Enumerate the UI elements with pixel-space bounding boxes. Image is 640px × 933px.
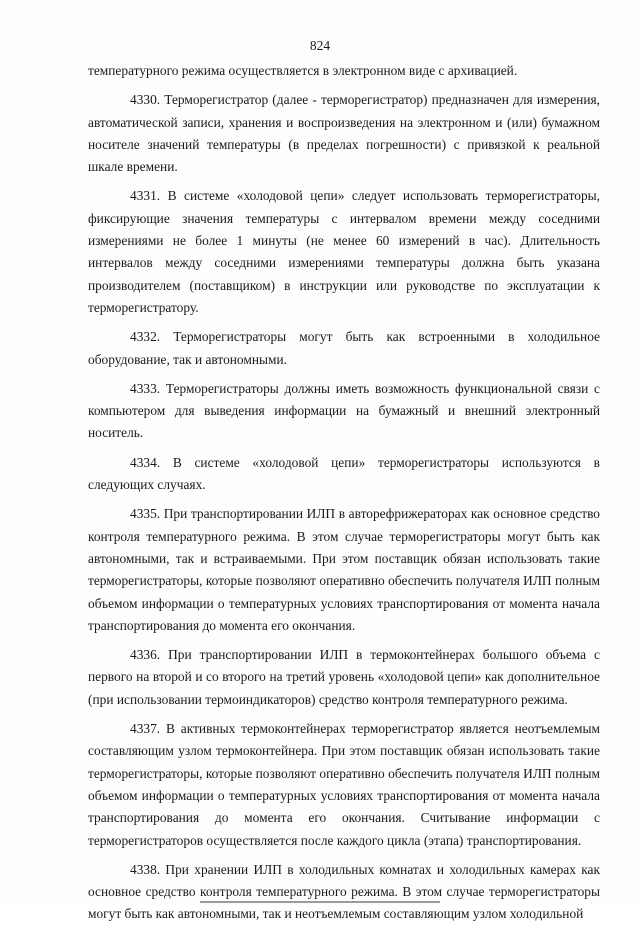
scan-edge-divider: [200, 901, 440, 903]
paragraph-4331: 4331. В системе «холодовой цепи» следует использовать терморегистраторы, фиксирующие значения температуры с интервалом времени между соседними измерениями не более 1 минуты (не менее 60 измерений в час). Длительность интервалов между соседними измерениями температуры должна быть указана производителем (поставщиком) в инструкции или руководстве по эксплуатации к терморегистратору.: [88, 188, 600, 315]
paragraph-4335: 4335. При транспортировании ИЛП в авторефрижераторах как основное средство контроля температурного режима. В этом случае терморегистраторы могут быть как автономными, так и встраиваемыми. При этом поставщик обязан использовать такие терморегистраторы, которые позволяют оперативно обеспечить получателя ИЛП полным объемом информации о температурных условиях транспортирования от момента начала транспортирования до момента его окончания.: [88, 506, 600, 633]
paragraph-4336: 4336. При транспортировании ИЛП в термоконтейнерах большого объема с первого на второй и со второго на третий уровень «холодовой цепи» как дополнительное (при использовании термоиндикаторов) средство контроля температурного режима.: [88, 647, 600, 707]
page-number: 824: [309, 38, 331, 53]
paragraph-4338: 4338. При хранении ИЛП в холодильных комнатах и холодильных камерах как основное средство контроля температурного режима. В этом случае терморегистраторы могут быть как автономными, так и неотъемлемым составляющим узлом холодильной: [88, 861, 600, 922]
paragraph-4330: 4330. Терморегистратор (далее - терморегистратор) предназначен для измерения, автоматической записи, хранения и воспроизведения на электронном и (или) бумажном носителе значений температуры (в пределах погрешности) с привязкой к реальной шкале времени.: [88, 92, 600, 175]
paragraph-4337: 4337. В активных термоконтейнерах терморегистратор является неотъемлемым составляющим узлом термоконтейнера. При этом поставщик обязан использовать такие терморегистраторы, которые позволяют оперативно обеспечить получателя ИЛП полным объемом информации о температурных условиях транспортирования от момента начала транспортирования до момента его окончания. Считывание информации с терморегистраторов осуществляется после каждого цикла (этапа) транспортирования.: [88, 721, 600, 848]
paragraph-4332: 4332. Терморегистраторы могут быть как встроенными в холодильное оборудование, так и автономными.: [88, 329, 600, 367]
paragraph-4333: 4333. Терморегистраторы должны иметь возможность функциональной связи с компьютером для выведения информации на бумажный и внешний электронный носитель.: [88, 380, 600, 441]
paragraph-4334: 4334. В системе «холодовой цепи» терморегистраторы используются в следующих случаях.: [88, 454, 600, 493]
document-body: [88, 60, 600, 933]
paragraph-continuation: температурного режима осуществляется в электронном виде с архивацией.: [88, 63, 518, 78]
